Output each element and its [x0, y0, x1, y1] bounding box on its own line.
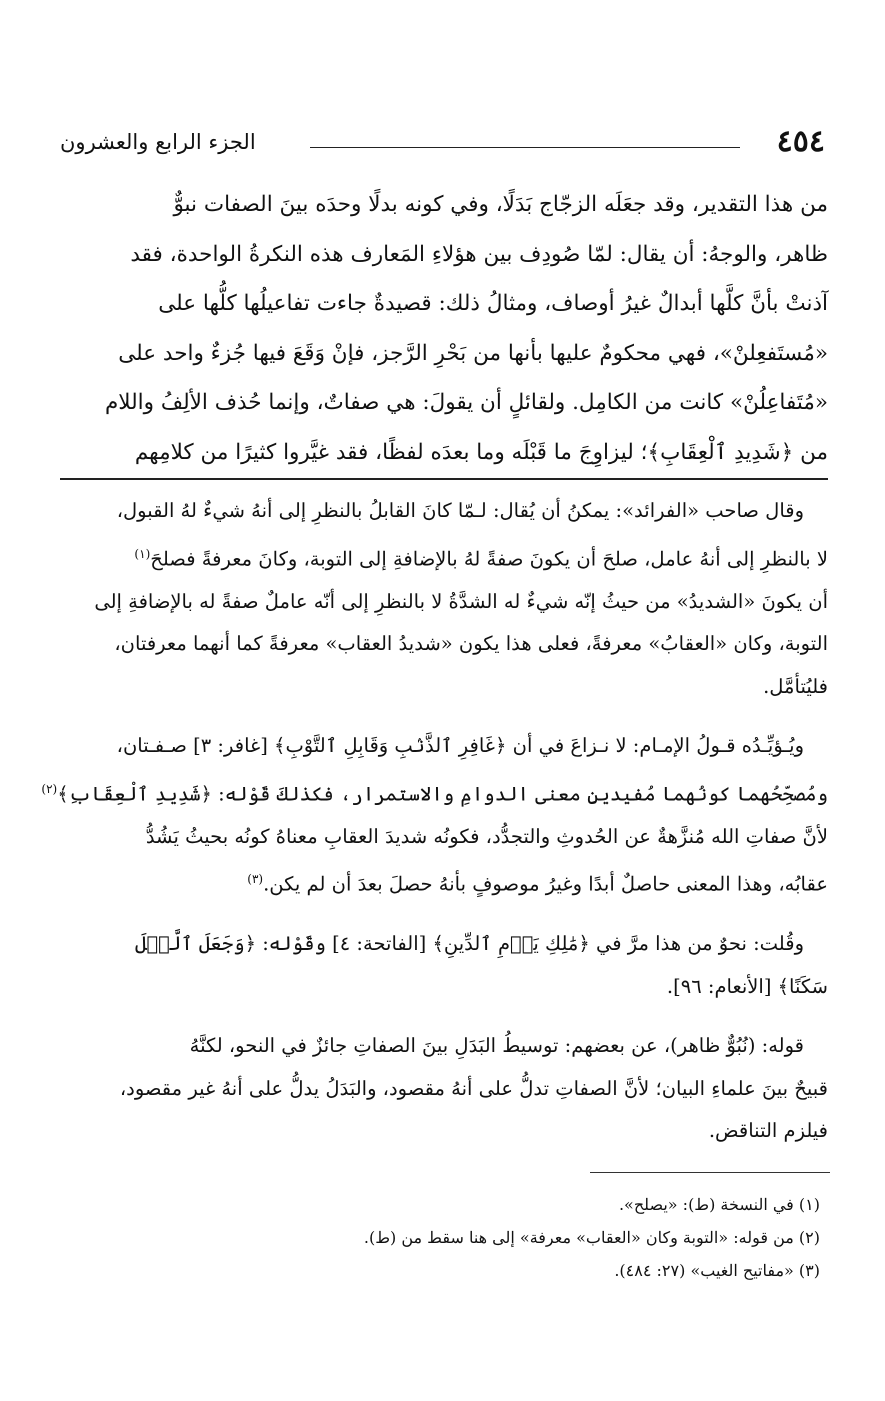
commentary-line: سَكَنًا﴾ [الأنعام: ٩٦].	[666, 974, 828, 998]
commentary-line: فليُتأمَّل.	[763, 674, 828, 698]
footnote-rule	[590, 1172, 830, 1173]
footnote-3: (٣) «مفاتيح الغيب» (٢٧: ٤٨٤).	[614, 1261, 820, 1280]
page-number: ٤٥٤	[776, 124, 825, 159]
page-header	[60, 118, 825, 166]
main-commentary-divider	[60, 478, 828, 480]
main-text-line: «مُتَفاعِلُنْ» كانت من الكامِل. ولقائلٍ أن يقولَ: هي صفاتٌ، وإنما حُذف الألِفُ واللام	[104, 390, 828, 415]
commentary-paragraph	[41, 725, 828, 906]
main-text-line: ظاهر، والوجهُ: أن يقال: لمّا صُودِف بين هؤلاءِ المَعارف هذه النكرةُ الواحدة، فقد	[130, 241, 828, 267]
commentary-line: قوله: (نُبُوٌّ ظاهر)، عن بعضهم: توسيطُ البَدَلِ بينَ الصفاتِ جائزٌ في النحو، لكنَّهُ	[189, 1034, 804, 1057]
commentary-line: لأنَّ صفاتِ الله مُنزَّهةٌ عن الحُدوثِ والتجدُّد، فكونُه شديدَ العقابِ معناهُ كونُه بحيثُ يَشُدُّ	[145, 824, 828, 848]
footnote-2: (٢) من قوله: «التوبة وكان «العقاب» معرفة» إلى هنا سقط من (ط).	[363, 1228, 820, 1247]
commentary-line	[60, 858, 828, 906]
main-text-line: من هذا التقدير، وقد جعَلَه الزجّاج بَدَلًا، وفي كونه بدلًا وحدَه بينَ الصفات نبوٌّ	[173, 192, 828, 217]
commentary-line	[60, 533, 828, 581]
commentary-line-text: عقابُه، وهذا المعنى حاصلٌ أبدًا وغيرُ موصوفٍ بأنهُ حصلَ بعدَ أن لم يكن.	[263, 872, 828, 896]
footnote-ref-2: (٢)	[41, 781, 58, 796]
main-text-line: «مُستَفعِلنْ»، فهي محكومٌ عليها بأنها من بَحْرِ الرَّجز، فإنْ وَقَعَ فيها جُزءٌ واحد على	[118, 340, 828, 366]
commentary-paragraph	[60, 923, 828, 1008]
commentary-line	[41, 768, 828, 816]
commentary-line: وقال صاحب «الفرائد»: يمكنُ أن يُقال: لـمّا كانَ القابلُ بالنظرِ إلى أنهُ شيءٌ لهُ القبول،	[116, 499, 804, 522]
commentary-line-text: ومُصحِّحُهما كونُهما مُفيدينِ معنى الدوامِ والاستمرار، فكذلكَ قَوْله: ﴿شَدِيدِ ٱلْعِقَابِ﴾	[57, 782, 828, 805]
commentary-paragraph	[60, 1025, 828, 1153]
commentary-line: ويُـؤيِّـدُه قـولُ الإمـام: لا نـزاعَ في أن ﴿غَافِرِ ٱلذَّنۢبِ وَقَابِلِ ٱلتَّوْبِ﴾ [غافر: ٣] صـفـتان،	[116, 734, 804, 757]
commentary-line: فيلزم التناقض.	[708, 1119, 828, 1142]
main-text	[60, 180, 828, 477]
footnote-ref-3: (٣)	[247, 872, 264, 886]
main-text-line: آذنتْ بأنَّ كلَّها أبدالٌ غيرُ أوصاف، ومثالُ ذلك: قصيدةٌ جاءت تفاعيلُها كلُّها على	[158, 291, 828, 316]
footnote-ref-1: (١)	[134, 546, 151, 561]
footnotes	[60, 1188, 820, 1287]
main-text-line: من ﴿شَدِيدِ ٱلْعِقَابِ﴾؛ ليزاوِجَ ما قَبْلَه وما بعدَه لفظًا، فقد غيَّروا كثيرًا من كلامِهم	[134, 439, 828, 465]
header-rule	[310, 147, 740, 148]
footnote-1: (١) في النسخة (ط): «يصلح».	[618, 1195, 820, 1214]
commentary-line: التوبة، وكان «العقابُ» معرفةً، فعلى هذا يكون «شديدُ العقاب» معرفةً كما أنهما معرفتان،	[114, 632, 828, 655]
commentary	[41, 490, 828, 1170]
running-title: الجزء الرابع والعشرون	[60, 130, 256, 154]
commentary-paragraph	[60, 490, 828, 708]
commentary-line: وقُلت: نحوٌ من هذا مرَّ في ﴿مَٰلِكِ يَوۡمِ ٱلدِّينِ﴾ [الفاتحة: ٤] وقَوْله: ﴿وَجَعَلَ ٱلَّيۡلَ	[135, 932, 804, 955]
commentary-line: أن يكونَ «الشديدُ» من حيثُ إنّه شيءٌ له الشدَّةُ لا بالنظرِ إلى أنّه عاملٌ صفةً له بالإضافةِ إلى	[94, 589, 828, 613]
commentary-line: قبيحٌ بينَ علماءِ البيان؛ لأنَّ الصفاتِ تدلُّ على أنهُ مقصود، والبَدَلُ يدلُّ على أنهُ غير مقصود،	[119, 1076, 828, 1100]
commentary-line-text: لا بالنظرِ إلى أنهُ عامل، صلحَ أن يكونَ صفةً لهُ بالإضافةِ إلى التوبة، وكانَ معرفةً فصلحَ	[150, 547, 828, 570]
